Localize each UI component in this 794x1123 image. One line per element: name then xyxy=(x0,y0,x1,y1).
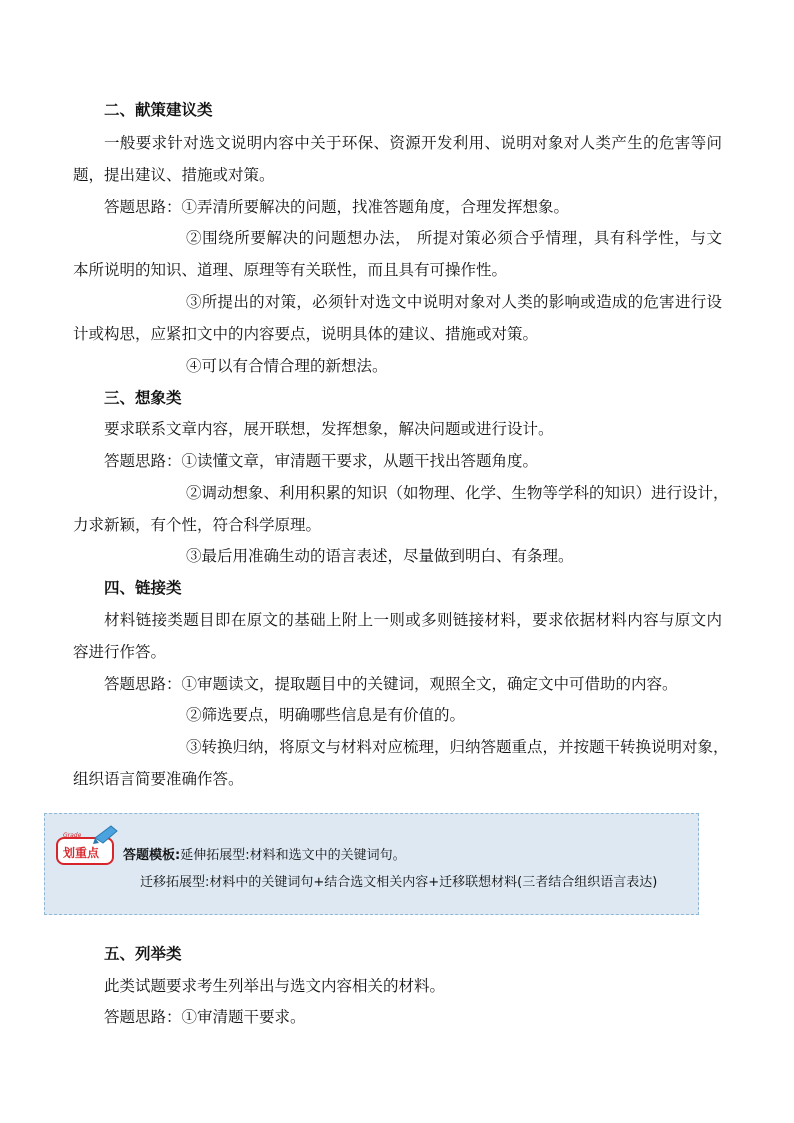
answer-point: ②调动想象、利用积累的知识（如物理、化学、生物等学科的知识）进行设计， xyxy=(186,484,729,502)
answer-point: ③转换归纳，将原文与材料对应梳理，归纳答题重点，并按题干转换说明对象， xyxy=(186,738,729,756)
callout-line-1 xyxy=(123,847,406,865)
answer-point: 本所说明的知识、道理、原理等有关联性，而且具有可操作性。 xyxy=(73,261,508,279)
paragraph: 题，提出建议、措施或对策。 xyxy=(73,166,275,184)
section-heading-5: 五、列举类 xyxy=(104,944,182,963)
answer-point: 组织语言简要准确作答。 xyxy=(73,770,244,788)
answer-point: ③最后用准确生动的语言表述，尽量做到明白、有条理。 xyxy=(186,547,574,565)
answer-idea: 答题思路：①读懂文章，审清题干要求，从题干找出答题角度。 xyxy=(104,452,539,470)
paragraph: 一般要求针对选文说明内容中关于环保、资源开发利用、说明对象对人类产生的危害等问 xyxy=(104,134,722,152)
paragraph: 材料链接类题目即在原文的基础上附上一则或多则链接材料，要求依据材料内容与原文内 xyxy=(104,611,722,629)
answer-idea: 答题思路：①弄清所要解决的问题，找准答题角度，合理发挥想象。 xyxy=(104,198,570,216)
section-heading-4: 四、链接类 xyxy=(104,578,182,597)
paragraph: 容进行作答。 xyxy=(73,643,167,661)
answer-point: 力求新颖，有个性，符合科学原理。 xyxy=(73,516,322,534)
highlight-badge xyxy=(55,824,121,870)
answer-point: ②围绕所要解决的问题想办法， 所提对策必须合乎情理，具有科学性，与文 xyxy=(186,229,722,247)
badge-text: 划重点 xyxy=(63,846,100,860)
answer-point: ②筛选要点，明确哪些信息是有价值的。 xyxy=(186,706,466,724)
answer-point: 计或构思，应紧扣文中的内容要点，说明具体的建议、措施或对策。 xyxy=(73,325,539,343)
answer-idea: 答题思路：①审清题干要求。 xyxy=(104,1008,306,1026)
paragraph: 要求联系文章内容，展开联想，发挥想象，解决问题或进行设计。 xyxy=(104,420,554,438)
answer-idea: 答题思路：①审题读文，提取题目中的关键词，观照全文，确定文中可借助的内容。 xyxy=(104,675,678,693)
answer-point: ④可以有合情合理的新想法。 xyxy=(186,357,388,375)
section-heading-3: 三、想象类 xyxy=(104,388,182,407)
badge-small-text: Grade xyxy=(63,832,82,839)
paragraph: 此类试题要求考生列举出与选文内容相关的材料。 xyxy=(104,977,446,995)
marker-pen-icon xyxy=(55,824,121,870)
callout-text-1: 延伸拓展型:材料和选文中的关键词句。 xyxy=(180,848,406,863)
answer-template-callout xyxy=(44,813,699,915)
callout-label: 答题模板: xyxy=(123,848,181,863)
callout-line-2: 迁移拓展型:材料中的关键词句+结合选文相关内容+迁移联想材料(三者结合组织语言表达) xyxy=(140,875,658,890)
answer-point: ③所提出的对策，必须针对选文中说明对象对人类的影响或造成的危害进行设 xyxy=(186,293,722,311)
section-heading-2: 二、献策建议类 xyxy=(104,100,213,119)
